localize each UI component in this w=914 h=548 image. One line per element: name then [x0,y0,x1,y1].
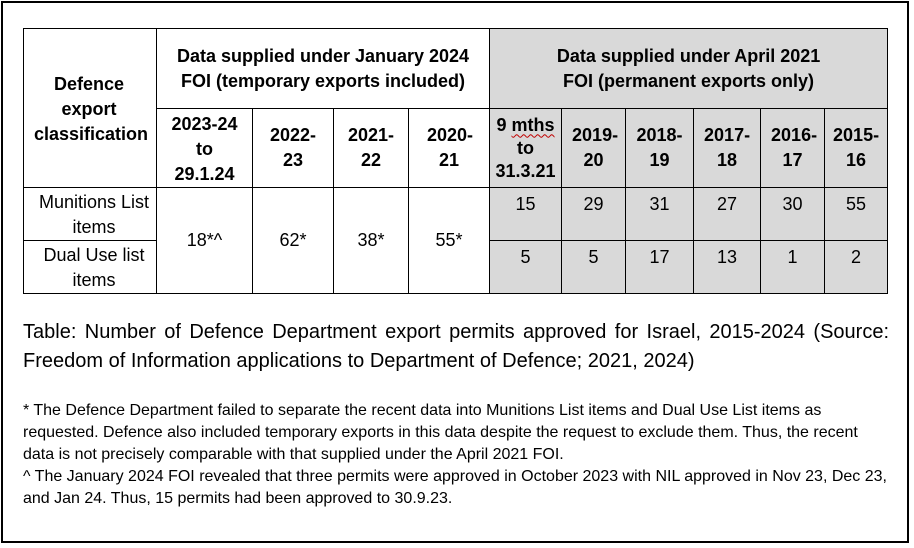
year-9mths-to-31-3-21 [490,109,562,188]
footnote-caret: ^ The January 2024 FOI revealed that three permits were approved in October 2023 with NIL approved in Nov 23, Dec 23, and Jan 24. Thus, 15 permits had been approved to 30.9.23. [23,468,887,507]
year-2016-17 [761,109,825,188]
dual-use-2016-17: 1 [761,241,825,294]
year-2015-16 [825,109,888,188]
year-2023-24-text: 2023-24 to 29.1.24 [171,114,238,184]
dual-use-2019-20: 5 [562,241,626,294]
munitions-2017-18: 27 [694,188,761,241]
export-permits-table [23,28,888,294]
group-header-apr2021-text: Data supplied under April 2021 FOI (permanent exports only) [556,45,821,91]
year-2021-22 [334,109,409,188]
group-header-jan2024-text: Data supplied under January 2024 FOI (temporary exports included) [176,45,470,91]
munitions-2016-17: 30 [761,188,825,241]
dual-use-9mths: 5 [490,241,562,294]
year-2023-24 [157,109,253,188]
classification-header [24,29,157,188]
year-9mths-part2: mths [511,114,555,135]
table-caption: Table: Number of Defence Department export permits approved for Israel, 2015-2024 (Source: Freedom of Information applications to Department of Defence; 2021, 2024) [23,321,889,372]
table-row-munitions [24,188,888,241]
munitions-2019-20: 29 [562,188,626,241]
year-2016-17-text: 2016-17 [771,125,818,170]
group-header-apr2021 [490,29,888,109]
year-9mths-part1: 9 [496,114,512,135]
year-2017-18 [694,109,761,188]
year-2022-23-text: 2022-23 [269,125,317,170]
year-9mths-text [490,114,561,183]
year-2020-21-text: 2020-21 [427,125,474,170]
combined-value-2020-21: 55* [409,188,490,294]
row-label-dual-use: Dual Use list items [24,241,157,294]
year-2019-20 [562,109,626,188]
dual-use-2017-18: 13 [694,241,761,294]
year-2020-21 [409,109,490,188]
group-header-jan2024 [157,29,490,109]
year-2015-16-text: 2015-16 [833,125,880,170]
footnote-asterisk: * The Defence Department failed to separate the recent data into Munitions List items and Dual Use List items as requested. Defence also included temporary exports in this data despite the request to exclude them. Thus, the recent data is not precisely comparable with that supplied under the April 2021 FOI. [23,402,858,463]
dual-use-2015-16: 2 [825,241,888,294]
footnotes [23,400,893,510]
year-2019-20-text: 2019-20 [572,125,619,170]
year-2018-19-text: 2018-19 [636,125,683,170]
year-2017-18-text: 2017-18 [704,125,751,170]
munitions-2015-16: 55 [825,188,888,241]
combined-value-2021-22: 38* [334,188,409,294]
combined-value-2023-24: 18*^ [157,188,253,294]
munitions-9mths: 15 [490,188,562,241]
year-9mths-part3: to 31.3.21 [495,137,556,181]
classification-header-text: Defence export classification [34,74,149,144]
year-2021-22-text: 2021-22 [348,125,395,170]
row-label-munitions: Munitions List items [24,188,157,241]
combined-value-2022-23: 62* [253,188,334,294]
year-2018-19 [626,109,694,188]
munitions-2018-19: 31 [626,188,694,241]
year-2022-23 [253,109,334,188]
dual-use-2018-19: 17 [626,241,694,294]
